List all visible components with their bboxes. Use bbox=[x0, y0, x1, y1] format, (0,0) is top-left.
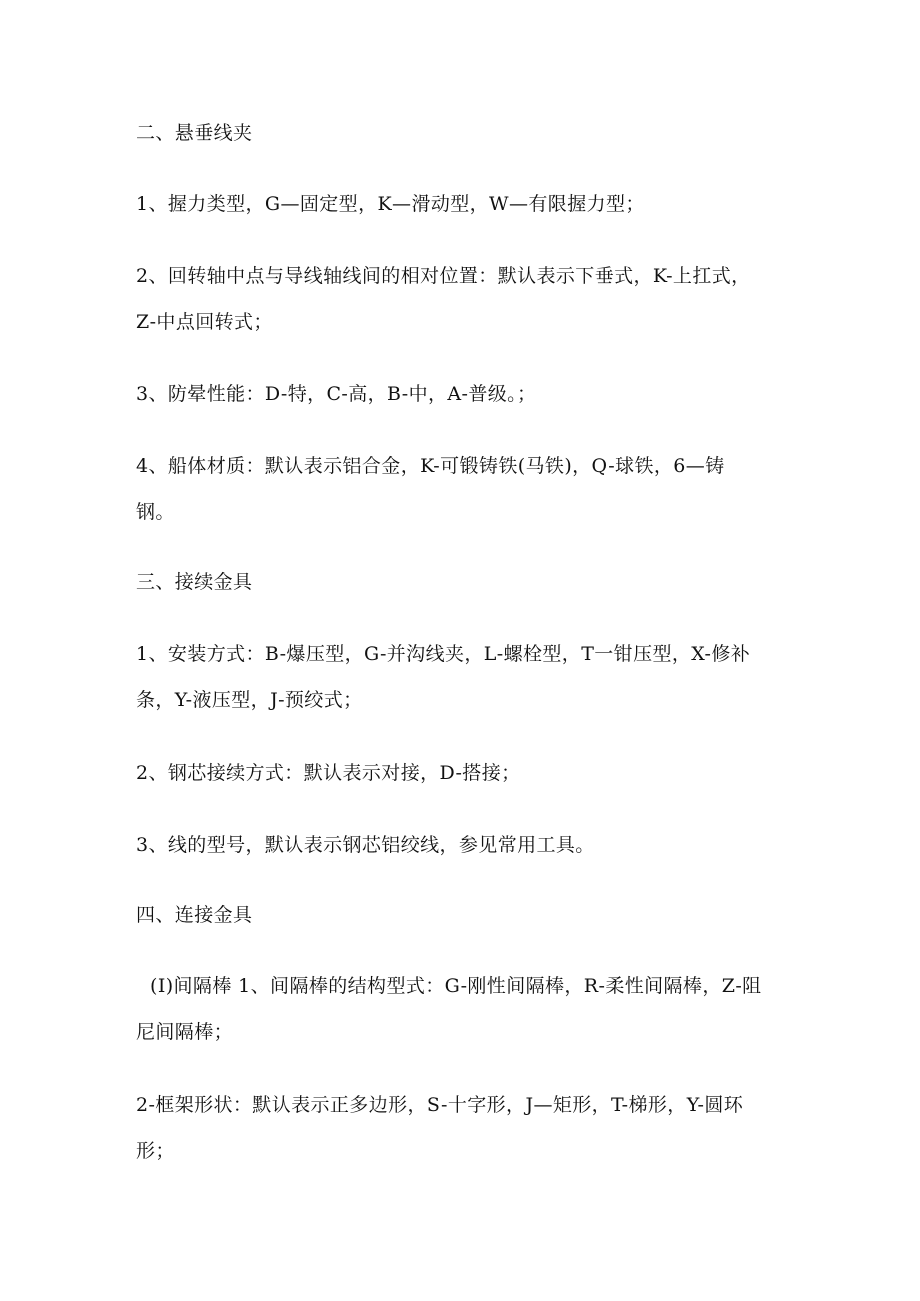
text-line: 3、防晕性能：D-特，C-高，B-中，A-普级。； bbox=[136, 383, 537, 405]
text-line: 四、连接金具 bbox=[136, 904, 253, 926]
text-line: 三、接续金具 bbox=[136, 571, 253, 593]
text-line: 1、安装方式：B-爆压型，G-并沟线夹，L-螺栓型，T一钳压型，X-修补 bbox=[136, 643, 751, 665]
text-line: 钢。 bbox=[136, 501, 175, 523]
paragraph-spacer-structure bbox=[136, 963, 810, 1055]
text-line: 3、线的型号，默认表示钢芯铝绞线，参见常用工具。 bbox=[136, 834, 595, 856]
text-line: 2-框架形状：默认表示正多边形，S-十字形，J—矩形，T-梯形，Y-圆环 bbox=[136, 1094, 744, 1116]
paragraph-body-material bbox=[136, 443, 796, 535]
paragraph-corona-performance bbox=[136, 371, 796, 417]
paragraph-core-splice-method bbox=[136, 750, 796, 796]
text-line: 二、悬垂线夹 bbox=[136, 122, 253, 144]
text-line: 2、钢芯接续方式：默认表示对接，D-搭接； bbox=[136, 762, 521, 784]
paragraph-pivot-position bbox=[136, 253, 796, 345]
section-heading-connecting-fittings bbox=[136, 892, 796, 938]
text-line: 1、握力类型，G—固定型，K—滑动型，W—有限握力型； bbox=[136, 193, 645, 215]
text-line: Z-中点回转式； bbox=[136, 311, 273, 333]
text-line: 2、回转轴中点与导线轴线间的相对位置：默认表示下垂式，K-上扛式， bbox=[136, 265, 751, 287]
section-heading-suspension-clamp bbox=[136, 110, 796, 156]
paragraph-grip-type bbox=[136, 181, 796, 227]
text-line: 形； bbox=[136, 1140, 175, 1162]
paragraph-frame-shape bbox=[136, 1082, 796, 1174]
section-heading-splice-fittings bbox=[136, 559, 796, 605]
text-line: (I)间隔棒 1、间隔棒的结构型式：G-刚性间隔棒，R-柔性间隔棒，Z-阻 bbox=[150, 975, 762, 997]
text-line: 条，Y-液压型，J-预绞式； bbox=[136, 689, 363, 711]
paragraph-install-method bbox=[136, 631, 796, 723]
text-line: 尼间隔棒； bbox=[136, 1021, 234, 1043]
text-line: 4、船体材质：默认表示铝合金，K-可锻铸铁(马铁)，Q-球铁，6—铸 bbox=[136, 455, 725, 477]
paragraph-wire-model bbox=[136, 822, 796, 868]
